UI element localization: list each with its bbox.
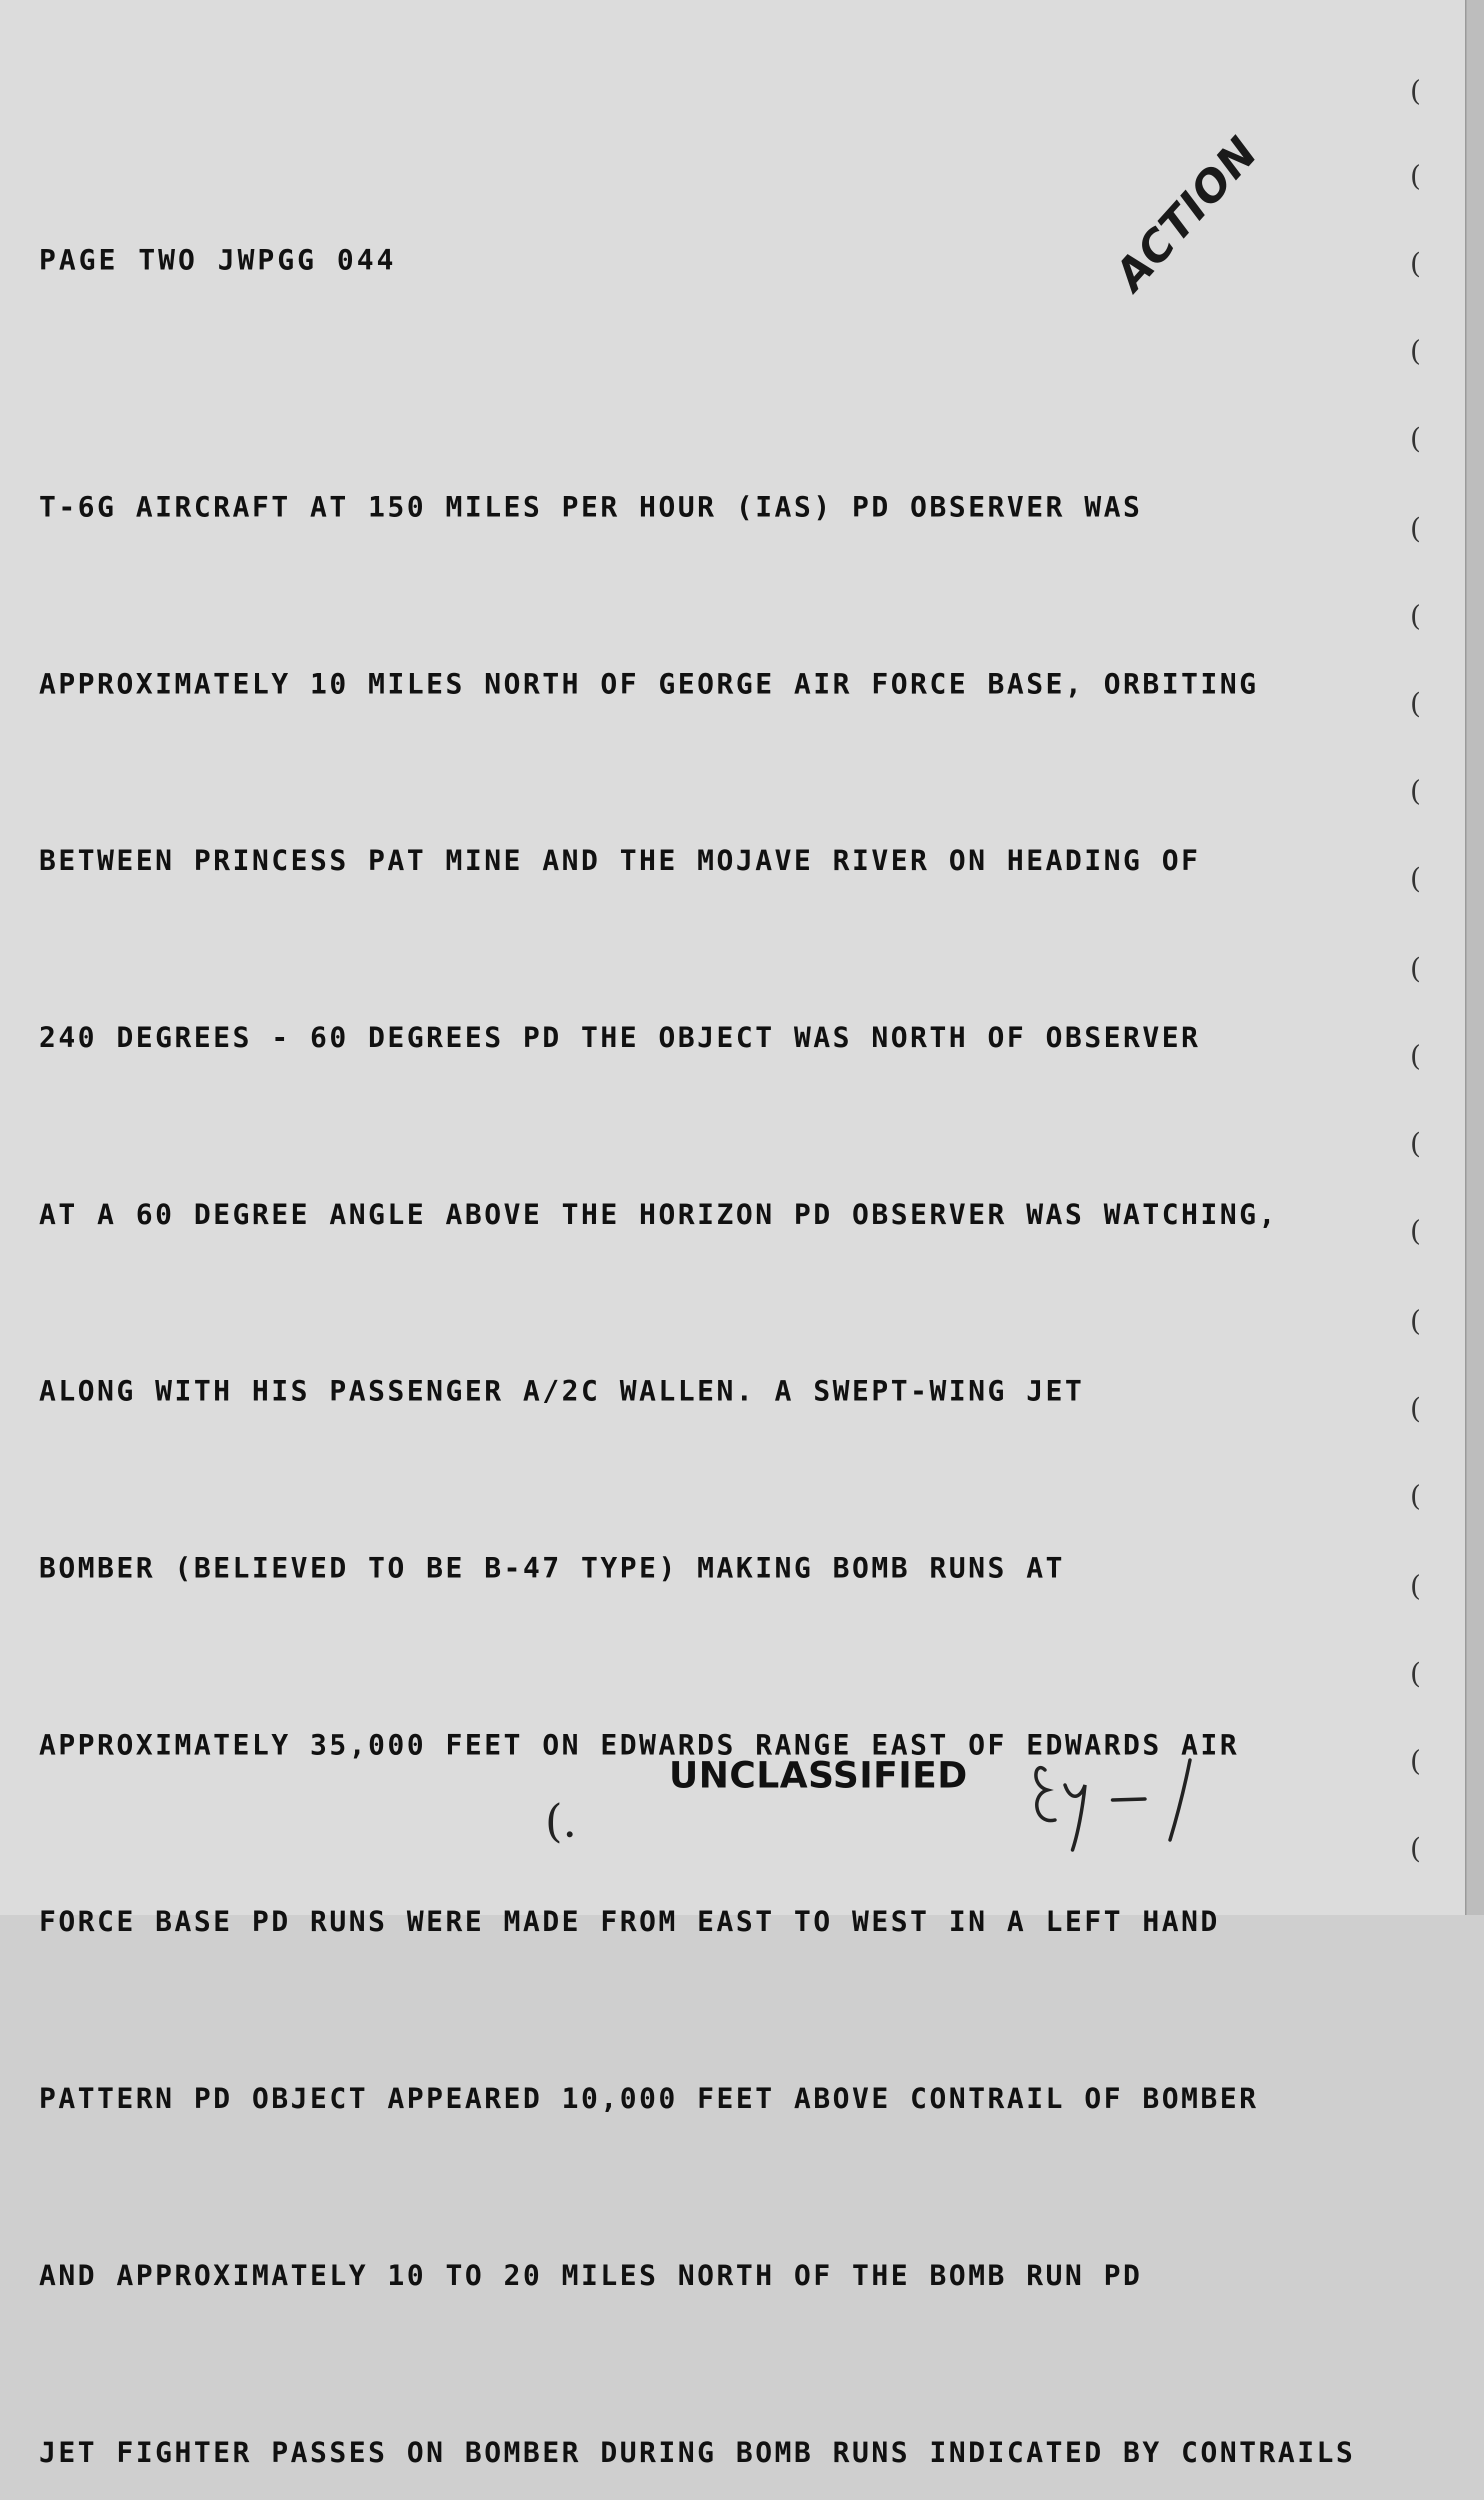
- binding-mark: (: [1410, 160, 1421, 192]
- binding-mark: (: [1410, 1570, 1421, 1602]
- binding-mark: (: [1410, 1215, 1421, 1248]
- body-line: AND APPROXIMATELY 10 TO 20 MILES NORTH OF THE BOMB RUN PD: [39, 2259, 1142, 2292]
- body-line: T-6G AIRCRAFT AT 150 MILES PER HOUR (IAS) PD OBSERVER WAS: [39, 490, 1142, 524]
- binding-mark: (: [1410, 952, 1421, 985]
- binding-mark: (: [1410, 600, 1421, 632]
- binding-mark: (: [1410, 248, 1421, 280]
- binding-mark: (: [1410, 1480, 1421, 1512]
- binding-mark: (: [1410, 422, 1421, 455]
- body-line: ALONG WITH HIS PASSENGER A/2C WALLEN. A SWEPT-WING JET: [39, 1375, 1084, 1408]
- binding-mark: (: [1410, 1040, 1421, 1072]
- body-line: AT A 60 DEGREE ANGLE ABOVE THE HORIZON PD OBSERVER WAS WATCHING,: [39, 1198, 1278, 1231]
- binding-mark: (: [1410, 1128, 1421, 1160]
- binding-mark: (: [1410, 1392, 1421, 1425]
- handwritten-note: [1025, 1740, 1215, 1860]
- binding-mark: (: [1410, 862, 1421, 895]
- body-line: BOMBER (BELIEVED TO BE B-47 TYPE) MAKING BOMB RUNS AT: [39, 1552, 1065, 1585]
- binding-mark: (: [1410, 1745, 1421, 1778]
- binding-mark: (: [1410, 1305, 1421, 1338]
- binding-mark: (: [1410, 1658, 1421, 1690]
- page-header: PAGE TWO JWPGG 044: [39, 244, 396, 276]
- binding-mark: (: [1410, 75, 1421, 108]
- body-line: JET FIGHTER PASSES ON BOMBER DURING BOMB RUNS INDICATED BY CONTRAILS: [39, 2436, 1356, 2469]
- message-body: [39, 360, 1356, 2500]
- page-edge: [1465, 0, 1484, 1915]
- classification-stamp: UNCLASSIFIED: [669, 1754, 968, 1796]
- binding-mark: (: [1410, 688, 1421, 720]
- body-line: APPROXIMATELY 10 MILES NORTH OF GEORGE AIR FORCE BASE, ORBITING: [39, 668, 1259, 700]
- body-line: BETWEEN PRINCESS PAT MINE AND THE MOJAVE RIVER ON HEADING OF: [39, 844, 1200, 878]
- binding-mark: (: [1410, 512, 1421, 545]
- binding-marks: [1410, 0, 1440, 1915]
- margin-mark: (.: [545, 1795, 577, 1848]
- body-line: 240 DEGREES - 60 DEGREES PD THE OBJECT WAS NORTH OF OBSERVER: [39, 1021, 1200, 1054]
- body-line: APPROXIMATELY 35,000 FEET ON EDWARDS RANGE EAST OF EDWARDS AIR: [39, 1728, 1240, 1762]
- action-stamp: ACTION: [1105, 127, 1268, 300]
- body-line: PATTERN PD OBJECT APPEARED 10,000 FEET ABOVE CONTRAIL OF BOMBER: [39, 2082, 1259, 2116]
- binding-mark: (: [1410, 335, 1421, 368]
- binding-mark: (: [1410, 775, 1421, 808]
- binding-mark: (: [1410, 1832, 1421, 1865]
- body-line: FORCE BASE PD RUNS WERE MADE FROM EAST TO WEST IN A LEFT HAND: [39, 1906, 1220, 1938]
